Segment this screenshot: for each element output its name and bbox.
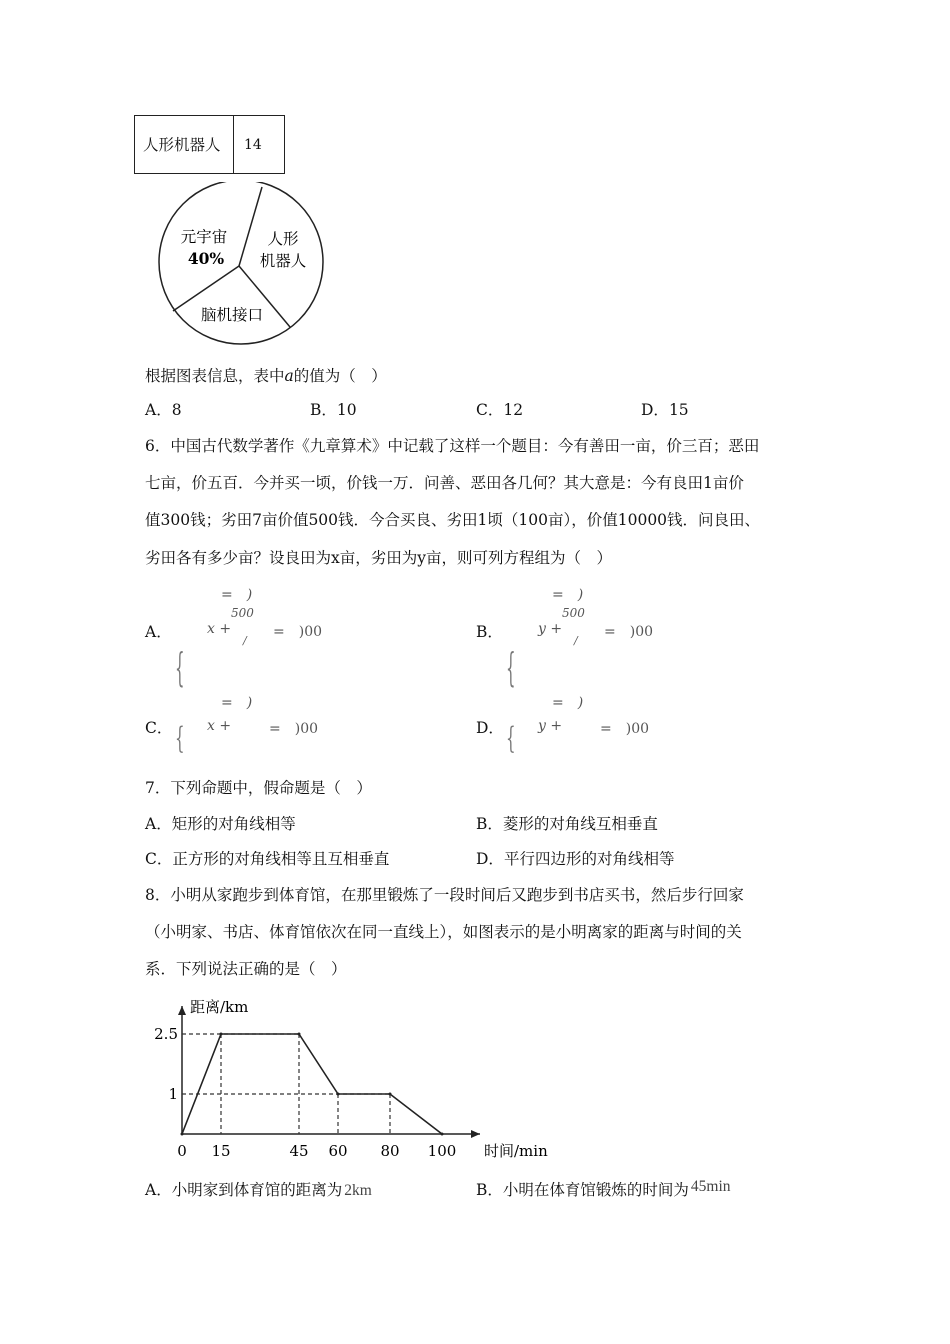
q8-option-b[interactable] xyxy=(476,1180,731,1201)
x-tick-label: 100 xyxy=(427,1142,457,1160)
option-text: 小明在体育馆锻炼的时间为 xyxy=(502,1181,689,1199)
q7-option-d[interactable] xyxy=(476,849,674,869)
option-letter: D． xyxy=(641,401,669,419)
x-axis-label: 时间/min xyxy=(484,1142,548,1160)
brace-icon: { xyxy=(506,644,516,692)
pie-divider xyxy=(173,266,239,311)
option-letter: B． xyxy=(476,623,503,641)
option-text: 8 xyxy=(171,401,182,419)
option-letter: D． xyxy=(476,850,504,868)
option-text: 10 xyxy=(336,401,357,419)
eq-bottom-left: x + xyxy=(207,621,232,637)
pie-label-robot-line1: 人形 xyxy=(267,230,299,248)
option-text: 矩形的对角线相等 xyxy=(171,815,296,833)
y-tick-label: 2.5 xyxy=(154,1025,178,1043)
eq-frac: 500 xyxy=(562,606,585,620)
eq-top: = ) xyxy=(552,695,584,711)
pie-label-robot-line2: 机器人 xyxy=(259,252,307,270)
brace-icon: { xyxy=(506,720,516,756)
q7-stem: 7．下列命题中，假命题是（ ） xyxy=(145,779,372,797)
eq-bottom-right: = )00 xyxy=(269,721,319,737)
y-axis-arrow-icon xyxy=(178,1006,186,1015)
option-value: 45min xyxy=(690,1178,731,1195)
q7-option-a[interactable] xyxy=(145,814,296,834)
distance-time-chart xyxy=(140,988,560,1168)
q5-option-a[interactable] xyxy=(145,400,182,420)
data-point xyxy=(337,1093,340,1096)
q6-option-a[interactable] xyxy=(145,582,385,692)
table-row xyxy=(135,116,285,174)
option-letter: B． xyxy=(476,1181,503,1199)
q5-stem-pre: 根据图表信息，表中 xyxy=(145,367,285,385)
x-tick-label: 0 xyxy=(177,1142,187,1160)
pie-label-bci: 脑机接口 xyxy=(200,306,264,324)
q6-option-c[interactable] xyxy=(145,690,385,756)
q5-option-b[interactable] xyxy=(310,400,357,420)
table-value-cell: 14 xyxy=(234,116,285,174)
eq-bottom-left: y + xyxy=(538,621,563,637)
data-point xyxy=(298,1033,301,1036)
data-table xyxy=(134,115,285,174)
q6-stem-line: 6．中国古代数学著作《九章算术》中记载了这样一个题目：今有善田一亩，价三百；恶田 xyxy=(145,437,760,455)
eq-top: = ) xyxy=(552,587,584,603)
q6-stem-line: 劣田各有多少亩？设良田为x亩，劣田为y亩，则可列方程组为（ ） xyxy=(145,549,613,567)
data-point xyxy=(389,1093,392,1096)
y-axis-label: 距离/km xyxy=(190,998,249,1016)
data-point xyxy=(181,1133,184,1136)
pie-label-metaverse: 元宇宙 xyxy=(180,228,228,246)
eq-frac: 500 xyxy=(231,606,254,620)
x-tick-label: 45 xyxy=(289,1142,309,1160)
pie-chart xyxy=(150,182,335,352)
option-letter: C． xyxy=(476,401,504,419)
q6-option-b[interactable] xyxy=(476,582,716,692)
option-value: 2km xyxy=(344,1182,372,1199)
q8-option-a[interactable] xyxy=(145,1180,372,1201)
option-text: 菱形的对角线互相垂直 xyxy=(502,815,658,833)
pie-percent-metaverse: 40% xyxy=(187,249,225,268)
option-text: 正方形的对角线相等且互相垂直 xyxy=(172,850,390,868)
y-tick-label: 1 xyxy=(168,1085,178,1103)
option-letter: A． xyxy=(145,1181,172,1199)
option-letter: A． xyxy=(145,623,172,641)
eq-top: = ) xyxy=(221,695,253,711)
table-label-cell: 人形机器人 xyxy=(135,116,234,174)
option-text: 小明家到体育馆的距离为 xyxy=(171,1181,343,1199)
data-point xyxy=(441,1133,444,1136)
q7-option-b[interactable] xyxy=(476,814,658,834)
data-point xyxy=(220,1033,223,1036)
q6-option-d[interactable] xyxy=(476,690,716,756)
q5-option-d[interactable] xyxy=(641,400,689,420)
x-tick-label: 80 xyxy=(380,1142,400,1160)
eq-bottom-right: = )00 xyxy=(600,721,650,737)
option-letter: B． xyxy=(310,401,337,419)
q5-stem xyxy=(145,366,387,386)
q5-stem-var: a xyxy=(284,367,294,385)
eq-denom: / xyxy=(243,634,247,647)
brace-icon: { xyxy=(175,644,185,692)
option-text: 12 xyxy=(503,401,524,419)
q5-stem-post: 的值为（ ） xyxy=(293,367,387,385)
brace-icon: { xyxy=(175,720,185,756)
option-letter: A． xyxy=(145,401,172,419)
q8-stem-line: 8．小明从家跑步到体育馆，在那里锻炼了一段时间后又跑步到书店买书，然后步行回家 xyxy=(145,886,744,904)
option-text: 平行四边形的对角线相等 xyxy=(503,850,675,868)
x-axis-arrow-icon xyxy=(471,1130,480,1138)
x-tick-label: 15 xyxy=(211,1142,231,1160)
eq-bottom-right: = )00 xyxy=(604,624,654,640)
eq-denom: / xyxy=(574,634,578,647)
x-tick-label: 60 xyxy=(328,1142,348,1160)
q8-stem-line: 系．下列说法正确的是（ ） xyxy=(145,960,347,978)
option-letter: B． xyxy=(476,815,503,833)
eq-bottom-right: = )00 xyxy=(273,624,323,640)
q5-option-c[interactable] xyxy=(476,400,523,420)
eq-top: = ) xyxy=(221,587,253,603)
option-letter: C． xyxy=(145,719,173,737)
eq-bottom-left: x + xyxy=(207,718,232,734)
q8-stem-line: （小明家、书店、体育馆依次在同一直线上），如图表示的是小明离家的距离与时间的关 xyxy=(145,923,742,941)
option-text: 15 xyxy=(668,401,689,419)
option-letter: A． xyxy=(145,815,172,833)
q7-option-c[interactable] xyxy=(145,849,389,869)
eq-bottom-left: y + xyxy=(538,718,563,734)
pie-divider xyxy=(239,187,262,266)
option-letter: C． xyxy=(145,850,173,868)
option-letter: D． xyxy=(476,719,504,737)
q6-stem-line: 值300钱；劣田7亩价值500钱．今合买良、劣田1顷（100亩），价值10000钱．问良田、 xyxy=(145,511,761,529)
q6-stem-line: 七亩，价五百．今并买一顷，价钱一万．问善、恶田各几何？其大意是：今有良田1亩价 xyxy=(145,474,744,492)
